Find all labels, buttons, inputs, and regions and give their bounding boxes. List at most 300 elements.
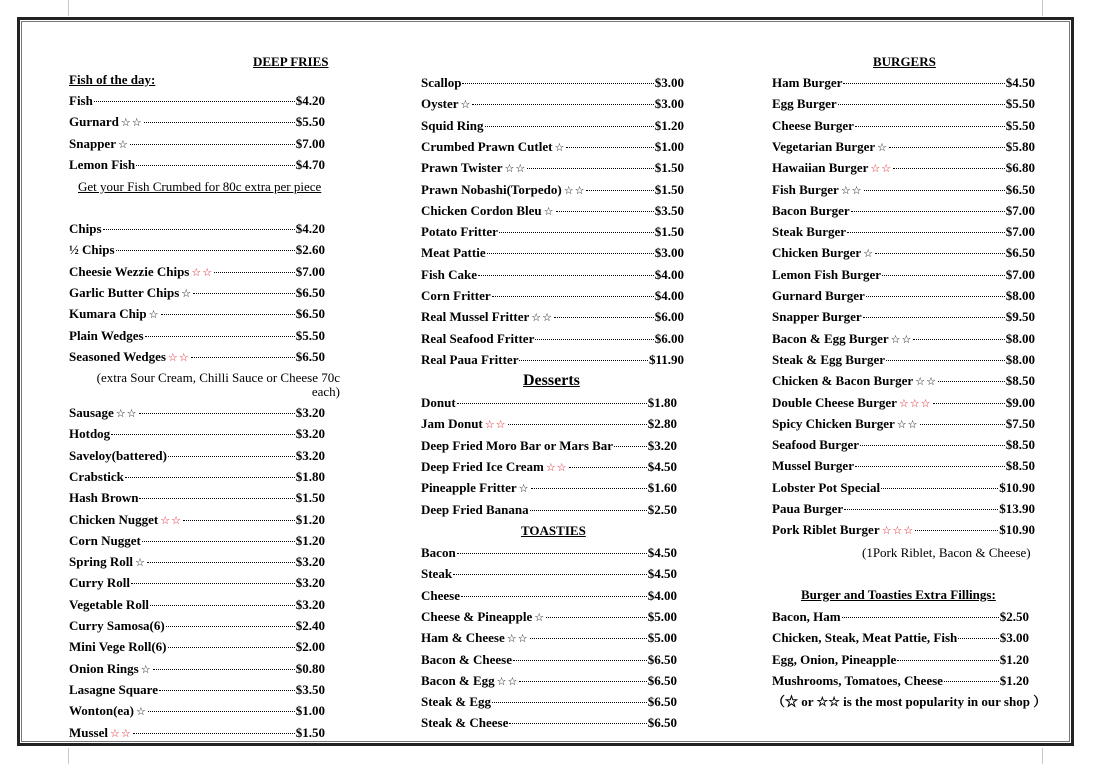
dot-leader <box>161 314 295 315</box>
menu-item <box>421 480 677 496</box>
popularity-star-icon: ☆☆ <box>896 418 919 431</box>
menu-item <box>69 349 325 365</box>
menu-item-name: Vegetarian Burger <box>772 138 876 154</box>
menu-item-name: Donut <box>421 395 456 410</box>
menu-item-price: $3.20 <box>295 426 325 442</box>
menu-item-name: Steak & Egg <box>421 694 492 710</box>
menu-item <box>772 118 1035 134</box>
menu-item-price: $6.50 <box>647 715 677 731</box>
dot-leader <box>566 147 653 148</box>
menu-item-price: $2.50 <box>647 501 677 517</box>
dot-leader <box>133 733 295 734</box>
popularity-star-icon: ☆☆ <box>115 408 138 420</box>
menu-item-name: Gurnard Burger <box>772 288 865 303</box>
menu-item-price: $2.60 <box>295 242 325 258</box>
menu-item <box>69 554 325 570</box>
dot-leader <box>855 466 1005 467</box>
menu-item <box>421 96 684 112</box>
dot-leader <box>897 660 999 661</box>
menu-item-name: Chicken Nugget <box>69 511 159 527</box>
menu-item-price: $4.00 <box>654 288 684 303</box>
menu-item <box>69 328 325 344</box>
menu-item <box>421 395 677 411</box>
menu-item-name: Snapper Burger <box>772 309 862 325</box>
popularity-star-icon: ☆ <box>863 248 875 261</box>
menu-item <box>421 673 677 689</box>
menu-item <box>69 285 325 301</box>
menu-item-name: Saveloy(battered) <box>69 447 167 463</box>
dot-leader <box>111 434 295 435</box>
menu-item <box>772 309 1035 325</box>
menu-item-name: Oyster <box>421 96 459 112</box>
menu-item <box>69 490 325 506</box>
menu-item-name: Bacon & Egg Burger <box>772 330 889 346</box>
dot-leader <box>944 681 999 682</box>
dot-leader <box>614 446 647 447</box>
dot-leader <box>860 445 1005 446</box>
menu-item-price: $7.00 <box>1005 266 1035 282</box>
dot-leader <box>855 126 1005 127</box>
menu-item-price: $5.00 <box>647 630 677 646</box>
menu-item <box>421 288 684 304</box>
menu-item-price: $8.00 <box>1005 288 1035 303</box>
menu-item-name: Seafood Burger <box>772 437 860 453</box>
menu-item <box>421 545 677 561</box>
menu-item <box>772 480 1035 496</box>
menu-item-price: $4.50 <box>647 566 677 582</box>
dot-leader <box>847 232 1005 233</box>
menu-item-price: $5.50 <box>295 114 325 130</box>
menu-item-name: Chicken, Steak, Meat Pattie, Fish <box>772 630 958 646</box>
menu-item <box>772 373 1035 389</box>
menu-item-name: Wonton(ea) <box>69 703 134 719</box>
dot-leader <box>886 360 1005 361</box>
menu-item-price: $3.20 <box>295 554 325 570</box>
menu-item-name: Mussel Burger <box>772 458 854 474</box>
menu-item <box>421 352 684 368</box>
menu-item-price: $6.50 <box>647 651 677 667</box>
menu-item <box>69 575 325 591</box>
menu-item-name: Spring Roll <box>69 554 133 570</box>
popularity-star-icon: ☆☆ <box>496 675 519 688</box>
popularity-star-icon: ☆☆ <box>167 351 190 364</box>
margin-guide <box>1042 748 1043 764</box>
menu-item-name: Mini Vege Roll(6) <box>69 639 167 655</box>
menu-item-price: $4.20 <box>295 93 325 108</box>
menu-item <box>421 438 677 454</box>
menu-item-price: $1.20 <box>654 117 684 133</box>
menu-item-name: Paua Burger <box>772 501 844 516</box>
menu-item-price: $10.90 <box>999 522 1035 538</box>
extra-fillings-title: Burger and Toasties Extra Fillings: <box>801 587 996 602</box>
menu-item <box>421 118 684 134</box>
menu-item-price: $8.50 <box>1005 437 1035 453</box>
menu-item-price: $2.50 <box>999 609 1029 624</box>
menu-item-price: $4.20 <box>295 221 325 236</box>
menu-item-name: Plain Wedges <box>69 327 144 343</box>
menu-item <box>421 630 677 646</box>
extra-sauce-note: (extra Sour Cream, Chilli Sauce or Cheese 70c each) <box>96 370 340 399</box>
popularity-star-icon: ☆ <box>554 141 566 154</box>
menu-item <box>421 566 677 582</box>
menu-item-name: Lobster Pot Special <box>772 479 881 495</box>
menu-item-price: $1.20 <box>999 651 1029 667</box>
menu-item <box>69 114 325 130</box>
menu-item-name: Pineapple Fritter <box>421 480 517 496</box>
toasties-title: TOASTIES <box>521 523 586 538</box>
menu-item <box>69 469 325 485</box>
menu-item <box>69 93 325 109</box>
dot-leader <box>933 403 1005 404</box>
dot-leader <box>875 253 1005 254</box>
menu-item-price: $1.20 <box>295 532 325 548</box>
dot-leader <box>457 553 647 554</box>
menu-item-price: $5.50 <box>1005 96 1035 112</box>
menu-item <box>69 426 325 442</box>
menu-item-price: $1.00 <box>654 138 684 154</box>
menu-item <box>69 448 325 464</box>
menu-item <box>421 609 677 625</box>
menu-item-price: $3.20 <box>295 405 325 420</box>
menu-item-name: Lemon Fish <box>69 156 136 172</box>
menu-item-price: $6.50 <box>1005 245 1035 261</box>
menu-item-name: Cheese Burger <box>772 117 854 133</box>
dot-leader <box>838 104 1005 105</box>
dot-leader <box>116 250 295 251</box>
menu-item-name: Gurnard <box>69 114 119 130</box>
dot-leader <box>842 617 999 618</box>
menu-item <box>772 652 1029 668</box>
dot-leader <box>844 509 998 510</box>
dot-leader <box>586 190 653 191</box>
dot-leader <box>863 317 1005 318</box>
menu-item-price: $10.90 <box>999 479 1035 495</box>
menu-item-name: Squid Ring <box>421 117 484 133</box>
menu-item-name: Hawaiian Burger <box>772 160 869 176</box>
menu-item-name: Fish Burger <box>772 181 839 197</box>
menu-item-price: $2.40 <box>295 618 325 633</box>
menu-item-name: Onion Rings <box>69 660 139 676</box>
dot-leader <box>546 617 647 618</box>
menu-item <box>421 588 677 604</box>
menu-item <box>772 352 1035 368</box>
popularity-star-icon: ☆ <box>518 483 530 496</box>
dot-leader <box>851 211 1005 212</box>
menu-item-price: $2.00 <box>295 639 325 655</box>
menu-item <box>421 139 684 155</box>
popularity-star-icon: ☆☆ <box>545 461 568 474</box>
dot-leader <box>94 101 295 102</box>
dot-leader <box>159 690 295 691</box>
menu-item <box>421 652 677 668</box>
menu-item-name: Meat Pattie <box>421 245 486 261</box>
menu-item-name: Sausage <box>69 405 114 420</box>
menu-item-price: $4.50 <box>647 458 677 474</box>
dot-leader <box>527 168 654 169</box>
menu-item <box>772 458 1035 474</box>
menu-item-name: Cheese <box>421 587 460 603</box>
dot-leader <box>168 647 295 648</box>
menu-item-name: Spicy Chicken Burger <box>772 415 895 431</box>
dot-leader <box>864 190 1005 191</box>
margin-guide <box>68 748 69 764</box>
menu-item-price: $8.00 <box>1005 351 1035 367</box>
dot-leader <box>893 168 1005 169</box>
dot-leader <box>139 498 294 499</box>
menu-item-price: $1.00 <box>295 703 325 719</box>
menu-item-price: $1.80 <box>295 468 325 484</box>
menu-item-name: Real Paua Fritter <box>421 351 519 367</box>
menu-item <box>772 224 1035 240</box>
menu-item <box>421 459 677 475</box>
menu-item-name: Crabstick <box>69 468 124 484</box>
menu-item-name: Ham & Cheese <box>421 630 505 646</box>
menu-item-name: Hash Brown <box>69 490 139 506</box>
menu-item-price: $6.50 <box>295 348 325 364</box>
dot-leader <box>920 424 1005 425</box>
menu-item-price: $1.50 <box>654 224 684 240</box>
menu-item-name: Lemon Fish Burger <box>772 266 882 282</box>
dot-leader <box>147 562 295 563</box>
menu-item-price: $1.80 <box>647 395 677 410</box>
menu-item-name: Fish Cake <box>421 266 477 282</box>
menu-item <box>772 416 1035 432</box>
menu-item-name: Curry Roll <box>69 575 131 591</box>
popularity-star-icon: ☆☆ <box>110 727 132 740</box>
menu-item-name: Chicken Cordon Bleu <box>421 202 542 218</box>
popularity-star-icon: ☆☆ <box>191 266 214 279</box>
dot-leader <box>453 574 647 575</box>
dot-leader <box>492 702 647 703</box>
dot-leader <box>457 403 647 404</box>
menu-item <box>772 160 1035 176</box>
menu-item-price: $5.50 <box>295 327 325 343</box>
popularity-star-icon: ☆ <box>534 611 546 624</box>
menu-item <box>421 224 684 240</box>
dot-leader <box>191 357 295 358</box>
menu-item-price: $6.50 <box>295 284 325 300</box>
dot-leader <box>472 104 653 105</box>
menu-item-price: $5.00 <box>647 608 677 624</box>
dot-leader <box>168 456 295 457</box>
dot-leader <box>889 147 1005 148</box>
menu-item <box>772 182 1035 198</box>
dot-leader <box>139 413 295 414</box>
fish-of-the-day-heading: Fish of the day: <box>69 72 156 87</box>
menu-item-name: Pork Riblet Burger <box>772 522 880 538</box>
menu-item-price: $7.00 <box>1005 202 1035 218</box>
menu-item-price: $7.00 <box>295 263 325 279</box>
dot-leader <box>530 638 647 639</box>
popularity-star-icon: ☆☆ <box>120 117 143 130</box>
menu-item <box>69 157 325 173</box>
menu-item <box>421 309 684 325</box>
menu-item <box>772 267 1035 283</box>
menu-item-price: $5.80 <box>1005 138 1035 154</box>
popularity-star-icon: ☆☆ <box>160 514 182 527</box>
dot-leader <box>214 272 295 273</box>
menu-item-price: $9.00 <box>1005 394 1035 410</box>
menu-item-name: Steak <box>421 566 453 582</box>
menu-item-name: Mussel <box>69 724 108 740</box>
dot-leader <box>145 336 295 337</box>
menu-item-name: Double Cheese Burger <box>772 394 897 410</box>
menu-item <box>421 245 684 261</box>
riblet-note: (1Pork Riblet, Bacon & Cheese) <box>862 545 1031 560</box>
dot-leader <box>153 669 295 670</box>
menu-item <box>772 501 1035 517</box>
dot-leader <box>125 477 295 478</box>
popularity-star-icon: ☆ <box>543 205 555 218</box>
dot-leader <box>462 83 653 84</box>
menu-item <box>421 502 677 518</box>
menu-item-price: $1.20 <box>295 511 325 527</box>
menu-item-name: Deep Fried Moro Bar or Mars Bar <box>421 437 614 453</box>
dot-leader <box>166 626 295 627</box>
popularity-star-icon: ☆☆ <box>484 419 507 432</box>
menu-item <box>69 661 325 677</box>
menu-item-name: Deep Fried Banana <box>421 501 529 517</box>
menu-item-price: $4.00 <box>647 587 677 603</box>
menu-item-price: $3.50 <box>295 681 325 697</box>
dot-leader <box>519 360 647 361</box>
menu-item-price: $0.80 <box>295 660 325 676</box>
deep-fries-title: DEEP FRIES <box>253 54 329 69</box>
menu-item-price: $4.70 <box>295 156 325 172</box>
dot-leader <box>913 339 1004 340</box>
menu-item-price: $6.00 <box>654 330 684 346</box>
menu-item-price: $3.00 <box>654 75 684 90</box>
menu-item-name: Deep Fried Ice Cream <box>421 458 544 474</box>
menu-item <box>69 682 325 698</box>
crumb-note: Get your Fish Crumbed for 80c extra per piece <box>78 179 322 194</box>
menu-item-name: Corn Fritter <box>421 288 491 303</box>
menu-item-name: Lasagne Square <box>69 681 158 697</box>
menu-item-name: Kumara Chip <box>69 306 147 322</box>
menu-item-name: Cheese & Pineapple <box>421 608 533 624</box>
popularity-star-icon: ☆☆ <box>870 163 893 176</box>
menu-item <box>421 331 684 347</box>
popularity-star-icon: ☆ <box>148 309 160 322</box>
menu-item <box>772 673 1029 689</box>
dot-leader <box>499 232 654 233</box>
dot-leader <box>136 165 295 166</box>
menu-item <box>772 437 1035 453</box>
dot-leader <box>487 253 654 254</box>
menu-item-name: Vegetable Roll <box>69 596 150 612</box>
dot-leader <box>142 541 295 542</box>
menu-item <box>421 75 684 91</box>
menu-item-name: Bacon & Egg <box>421 672 495 688</box>
menu-item-name: Chicken & Bacon Burger <box>772 373 914 389</box>
menu-item-name: Snapper <box>69 135 116 151</box>
desserts-title: Desserts <box>523 372 580 389</box>
dot-leader <box>492 296 654 297</box>
dot-leader <box>569 467 647 468</box>
menu-item <box>772 522 1035 538</box>
menu-item <box>772 288 1035 304</box>
menu-item-price: $8.50 <box>1005 373 1035 389</box>
menu-item-name: Bacon, Ham <box>772 609 841 624</box>
dot-leader <box>519 681 646 682</box>
menu-item <box>772 203 1035 219</box>
menu-item <box>421 416 677 432</box>
menu-item <box>421 694 677 710</box>
menu-item-price: $5.50 <box>1005 117 1035 133</box>
menu-item-price: $3.00 <box>654 96 684 112</box>
dot-leader <box>144 122 295 123</box>
menu-item-name: Chicken Burger <box>772 245 862 261</box>
menu-item-price: $6.80 <box>1005 160 1035 176</box>
menu-item <box>421 160 684 176</box>
popularity-star-icon: ☆☆ <box>531 312 554 325</box>
menu-item-name: Seasoned Wedges <box>69 348 166 364</box>
menu-item-price: $3.20 <box>295 596 325 612</box>
popularity-star-icon: ☆☆☆ <box>898 397 932 410</box>
menu-item <box>69 136 325 152</box>
dot-leader <box>882 275 1005 276</box>
menu-item-name: Cheesie Wezzie Chips <box>69 263 190 279</box>
burgers-title: BURGERS <box>873 54 936 69</box>
menu-item-price: $1.50 <box>654 181 684 197</box>
dot-leader <box>508 424 647 425</box>
menu-item-price: $4.50 <box>1005 75 1035 90</box>
menu-item-price: $11.90 <box>648 351 684 367</box>
popularity-star-icon: ☆☆ <box>915 376 937 389</box>
menu-item-price: $1.50 <box>295 724 325 740</box>
menu-item-name: Mushrooms, Tomatoes, Cheese <box>772 672 943 688</box>
menu-item-name: Ham Burger <box>772 75 843 90</box>
dot-leader <box>103 229 295 230</box>
dot-leader <box>535 339 653 340</box>
menu-item <box>772 395 1035 411</box>
dot-leader <box>513 660 647 661</box>
menu-item-price: $6.50 <box>295 306 325 322</box>
menu-item <box>69 703 325 719</box>
dot-leader <box>461 596 647 597</box>
menu-item <box>421 267 684 283</box>
menu-item <box>69 512 325 528</box>
menu-item-name: Prawn Nobashi(Torpedo) <box>421 181 562 197</box>
menu-item <box>772 609 1029 625</box>
menu-item-name: Steak Burger <box>772 224 847 240</box>
menu-item-price: $3.50 <box>654 202 684 218</box>
popularity-star-icon: ☆ <box>117 138 129 151</box>
menu-item <box>772 139 1035 155</box>
menu-item <box>772 245 1035 261</box>
menu-item-name: ½ Chips <box>69 242 115 258</box>
dot-leader <box>150 605 295 606</box>
dot-leader <box>554 317 654 318</box>
menu-item <box>69 306 325 322</box>
menu-item <box>69 242 325 258</box>
menu-item-name: Crumbed Prawn Cutlet <box>421 138 553 154</box>
menu-item <box>772 75 1035 91</box>
menu-item-price: $7.00 <box>295 135 325 151</box>
popularity-star-icon: ☆☆ <box>563 184 586 197</box>
menu-item-price: $13.90 <box>999 501 1035 516</box>
menu-item-price: $4.00 <box>654 266 684 282</box>
menu-item-name: Hotdog <box>69 426 111 442</box>
menu-item-name: Bacon Burger <box>772 202 850 218</box>
menu-item <box>69 264 325 280</box>
dot-leader <box>130 144 295 145</box>
menu-item <box>772 630 1029 646</box>
menu-item <box>772 331 1035 347</box>
menu-item-name: Potato Fritter <box>421 224 498 240</box>
menu-item <box>421 203 684 219</box>
menu-item-name: Chips <box>69 221 102 236</box>
